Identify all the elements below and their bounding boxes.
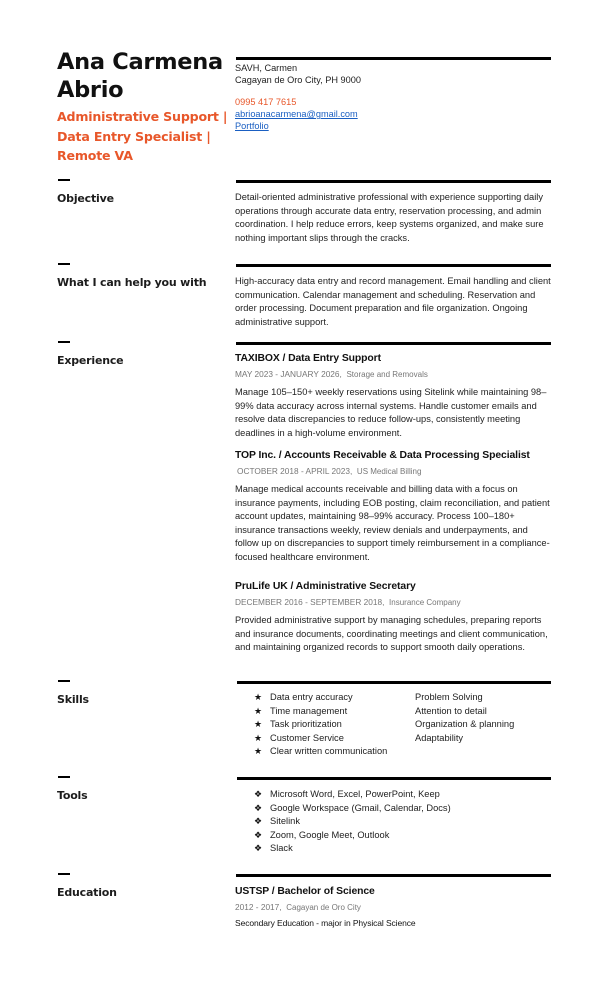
section-title-experience: Experience (57, 354, 124, 367)
education-meta (235, 902, 361, 912)
section-divider (236, 264, 551, 267)
job-dates: DECEMBER 2016 - SEPTEMBER 2018, (235, 597, 385, 607)
diamond-bullet-icon: ❖ (254, 829, 263, 840)
tools-list (235, 788, 451, 856)
star-bullet-icon: ★ (254, 692, 263, 702)
section-dash (58, 776, 70, 778)
section-title-objective: Objective (57, 192, 114, 205)
tool-item: ❖ Zoom, Google Meet, Outlook (235, 829, 451, 843)
star-bullet-icon: ★ (254, 705, 263, 716)
headline-line-2: Data Entry Specialist | (57, 128, 211, 144)
tool-item: ❖ Sitelink (235, 815, 451, 829)
skill-item: Attention to detail (415, 705, 487, 716)
job-location: US Medical Billing (356, 467, 422, 476)
job-description: Manage medical accounts receivable and billing data with a focus on insurance payments, including EOB posting, claim reconciliation, and patient account updates, maintaining 98–99% accuracy. Process 100–180+ insurance transactions weekly, review denials and underpayments, and follow up on discrepancies to support timely reimbursement in a compliance-focused healthcare environment. (235, 484, 550, 562)
tool-item: ❖ Google Workspace (Gmail, Calendar, Docs) (235, 802, 451, 816)
diamond-bullet-icon: ❖ (254, 789, 263, 799)
section-dash (58, 263, 70, 265)
section-divider (237, 777, 551, 780)
job-title: PruLife UK / Administrative Secretary (235, 581, 416, 592)
skill-item: ★ Time management (235, 705, 387, 719)
skill-item: ★ Task prioritization (235, 718, 387, 732)
skill-item: ★ Data entry accuracy (235, 691, 387, 705)
name-line-1: Ana Carmena (57, 49, 223, 75)
skill-item: Adaptability (415, 732, 464, 743)
education-detail: Secondary Education - major in Physical Science (235, 918, 416, 928)
skill-item: Problem Solving (415, 692, 483, 702)
star-bullet-icon: ★ (254, 719, 263, 729)
name-line-2: Abrio (57, 77, 124, 103)
section-divider (236, 342, 551, 345)
section-title-tools: Tools (57, 789, 88, 802)
job-meta (237, 466, 421, 476)
skill-item: ★ Customer Service (235, 732, 387, 746)
education-school: USTSP / Bachelor of Science (235, 886, 375, 897)
diamond-bullet-icon: ❖ (254, 816, 263, 826)
section-title-help: What I can help you with (57, 276, 207, 289)
section-title-education: Education (57, 886, 117, 899)
job-meta (235, 369, 428, 379)
contact-block (235, 62, 555, 132)
section-dash (58, 873, 70, 875)
contact-divider (236, 57, 551, 60)
education-dates: 2012 - 2017, (235, 902, 282, 912)
phone-number: 0995 417 7615 (235, 97, 297, 107)
address-line-2: Cagayan de Oro City, PH 9000 (235, 75, 361, 85)
section-divider (236, 180, 551, 183)
headline-line-3: Remote VA (57, 148, 133, 163)
job-title: TAXIBOX / Data Entry Support (235, 353, 381, 364)
job-title: TOP Inc. / Accounts Receivable & Data Processing Specialist (235, 450, 530, 461)
headline (57, 107, 232, 166)
skill-item: Organization & planning (415, 719, 515, 729)
section-dash (58, 179, 70, 181)
job-location: Storage and Removals (346, 370, 428, 379)
job-dates: OCTOBER 2018 - APRIL 2023, (237, 466, 353, 476)
section-divider (237, 681, 551, 684)
section-title-skills: Skills (57, 693, 89, 706)
email-link[interactable]: abrioanacarmena@gmail.com (235, 109, 358, 119)
job-description: Provided administrative support by managing schedules, preparing reports and insurance documents, coordinating meetings and client communication, and maintaining organized records to support smooth daily operations. (235, 615, 548, 652)
address-line-1: SAVH, Carmen (235, 63, 298, 73)
section-dash (58, 341, 70, 343)
diamond-bullet-icon: ❖ (254, 802, 263, 813)
job-location: Insurance Company (389, 598, 461, 607)
star-bullet-icon: ★ (254, 732, 263, 743)
tool-item: ❖ Microsoft Word, Excel, PowerPoint, Keep (235, 788, 451, 802)
objective-text: Detail-oriented administrative professional with experience supporting daily operations through accurate data entry, reservation processing, and admin coordination. I help reduce errors, keep systems organized, and make sure nothing important slips through the cracks. (235, 192, 544, 243)
portfolio-link[interactable]: Portfolio (235, 121, 269, 131)
job-meta (235, 597, 461, 607)
section-dash (58, 680, 70, 682)
education-location: Cagayan de Oro City (286, 903, 361, 912)
skill-item: ★ Clear written communication (235, 745, 387, 759)
help-text: High-accuracy data entry and record management. Email handling and client communication. Calendar management and scheduling. Reservation and order processing. Document preparation and file organization. Ongoing administrative support. (235, 276, 551, 327)
candidate-name (57, 48, 232, 104)
diamond-bullet-icon: ❖ (254, 843, 263, 853)
job-description: Manage 105–150+ weekly reservations using Sitelink while maintaining 98–99% data accuracy across internal systems. Handle customer emails and resolve data discrepancies to reduce follow-ups, consistently meeting deadlines in a high-volume environment. (235, 387, 547, 438)
tool-item: ❖ Slack (235, 842, 451, 856)
star-bullet-icon: ★ (254, 746, 263, 756)
headline-line-1: Administrative Support | (57, 109, 228, 124)
job-dates: MAY 2023 - JANUARY 2026, (235, 369, 342, 379)
section-divider (236, 874, 551, 877)
skills-list-primary (235, 691, 387, 759)
skills-list-secondary (415, 691, 514, 745)
